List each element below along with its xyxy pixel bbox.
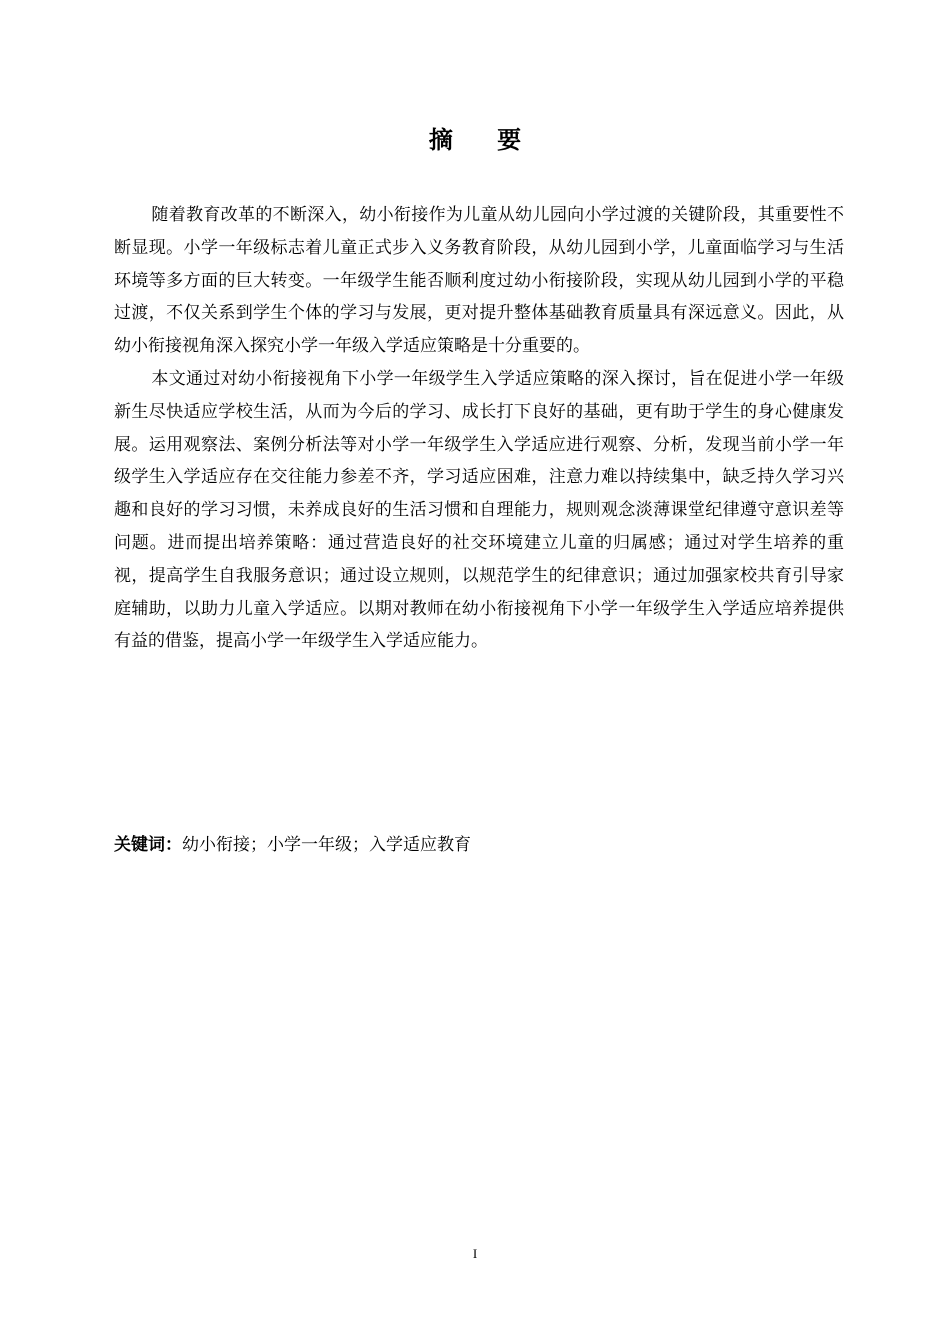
abstract-body <box>114 199 844 658</box>
abstract-paragraph-1: 随着教育改革的不断深入，幼小衔接作为儿童从幼儿园向小学过渡的关键阶段，其重要性不断显现。小学一年级标志着儿童正式步入义务教育阶段，从幼儿园到小学，儿童面临学习与生活环境等多方面的巨大转变。一年级学生能否顺利度过幼小衔接阶段，实现从幼儿园到小学的平稳过渡，不仅关系到学生个体的学习与发展，更对提升整体基础教育质量具有深远意义。因此，从幼小衔接视角深入探究小学一年级入学适应策略是十分重要的。 <box>114 205 844 357</box>
page-title: 摘 要 <box>428 126 540 154</box>
keywords-line <box>114 830 844 860</box>
abstract-paragraph-2: 本文通过对幼小衔接视角下小学一年级学生入学适应策略的深入探讨，旨在促进小学一年级新生尽快适应学校生活，从而为今后的学习、成长打下良好的基础，更有助于学生的身心健康发展。运用观察法、案例分析法等对小学一年级学生入学适应进行观察、分析，发现当前小学一年级学生入学适应存在交往能力参差不齐，学习适应困难，注意力难以持续集中，缺乏持久学习兴趣和良好的学习习惯，未养成良好的生活习惯和自理能力，规则观念淡薄课堂纪律遵守意识差等问题。进而提出培养策略：通过营造良好的社交环境建立儿童的归属感；通过对学生培养的重视，提高学生自我服务意识；通过设立规则，以规范学生的纪律意识；通过加强家校共育引导家庭辅助，以助力儿童入学适应。以期对教师在幼小衔接视角下小学一年级学生入学适应培养提供有益的借鉴，提高小学一年级学生入学适应能力。 <box>114 368 844 652</box>
keywords-label: 关键词： <box>114 835 182 855</box>
keywords-text: 幼小衔接；小学一年级；入学适应教育 <box>182 835 471 855</box>
page-number: I <box>472 1246 478 1261</box>
